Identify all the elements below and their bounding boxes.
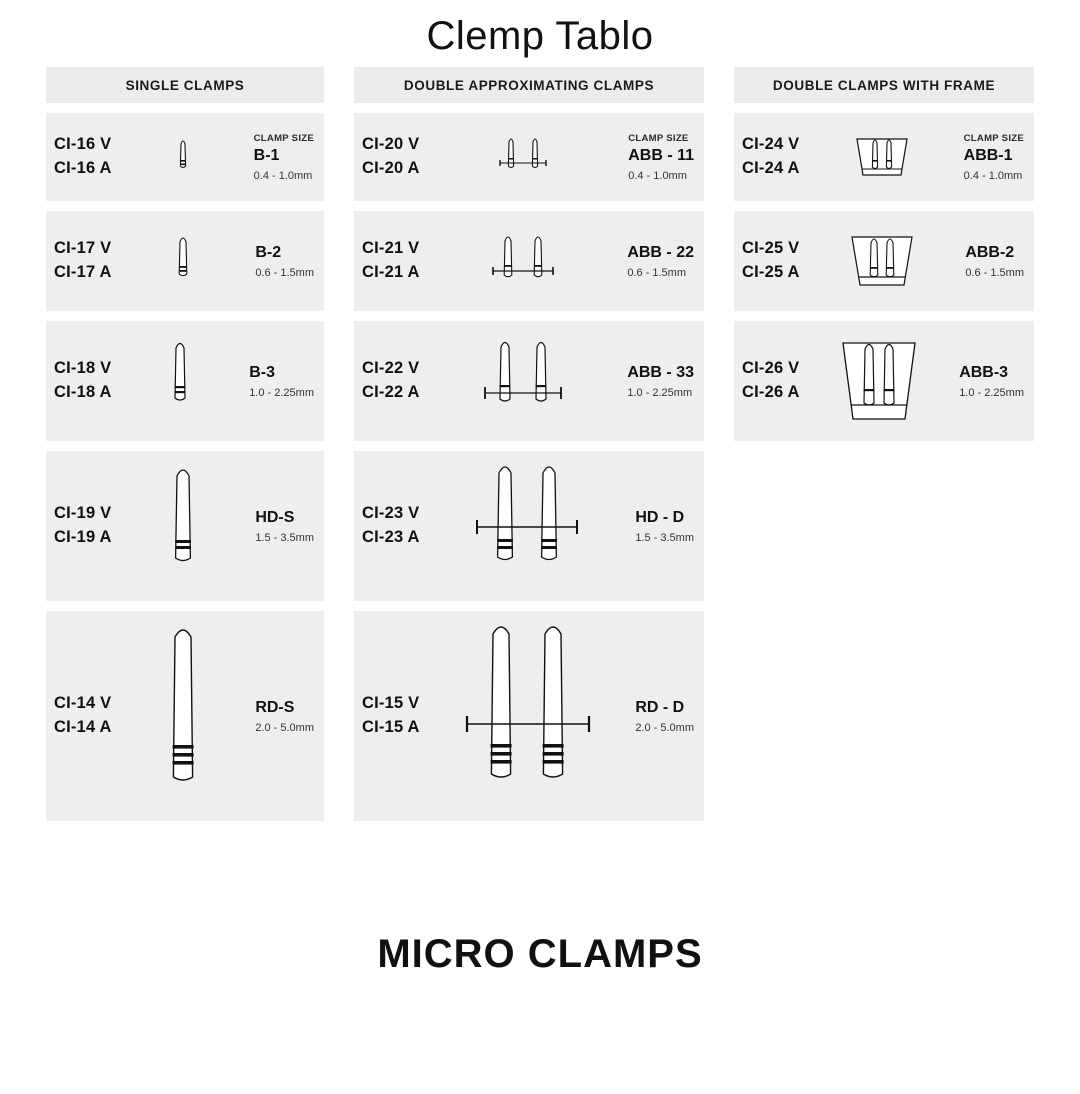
clamp-code-v: CI-17 V xyxy=(54,239,112,258)
clamp-size-block xyxy=(255,699,316,734)
clamp-code-a: CI-23 A xyxy=(362,528,420,546)
clamp-size-code: ABB - 33 xyxy=(627,363,694,381)
clamp-size-block xyxy=(628,133,696,182)
clamp-size-range: 1.5 - 3.5mm xyxy=(635,531,694,544)
clamp-row-ci14 xyxy=(46,611,324,821)
clamp-figure-frame-abb1 xyxy=(800,113,964,201)
clamp-size-caption: CLAMP SIZE xyxy=(628,132,689,144)
clamp-code-v: CI-20 V xyxy=(362,135,420,154)
clamp-code-v: CI-15 V xyxy=(362,694,420,713)
clamp-code-v: CI-25 V xyxy=(742,239,800,258)
clamp-size-code: ABB-3 xyxy=(959,363,1009,381)
clamp-size-code: ABB - 22 xyxy=(627,243,694,261)
clamp-size-range: 1.5 - 3.5mm xyxy=(255,531,314,544)
clamp-codes xyxy=(54,692,112,740)
clamp-size-block xyxy=(249,364,316,399)
clamp-size-code: HD - D xyxy=(635,508,685,526)
clamp-code-a: CI-20 A xyxy=(362,159,420,177)
clamp-figure-frame-abb3 xyxy=(800,321,960,441)
clamp-size-block xyxy=(959,364,1026,399)
clamp-code-v: CI-16 V xyxy=(54,135,112,154)
clamp-code-v: CI-26 V xyxy=(742,359,800,378)
clamp-row-ci24 xyxy=(734,113,1034,201)
clamp-code-a: CI-25 A xyxy=(742,263,800,281)
clamp-size-block xyxy=(627,364,696,399)
clamp-size-caption: CLAMP SIZE xyxy=(963,132,1024,144)
clamp-size-range: 0.4 - 1.0mm xyxy=(253,169,313,182)
clamp-code-a: CI-17 A xyxy=(54,263,112,281)
clamp-size-range: 1.0 - 2.25mm xyxy=(249,386,314,399)
clamp-size-range: 0.6 - 1.5mm xyxy=(627,266,686,279)
clamp-codes xyxy=(54,357,112,405)
clamp-size-range: 2.0 - 5.0mm xyxy=(255,721,314,734)
column-single-clamps xyxy=(46,67,324,831)
clamp-code-a: CI-14 A xyxy=(54,718,112,736)
clamp-figure-double-abb33 xyxy=(420,321,628,441)
clamp-codes xyxy=(54,502,112,550)
clamp-size-code: RD-S xyxy=(255,698,295,716)
clamp-codes xyxy=(742,357,800,405)
clamp-size-code: B-1 xyxy=(253,146,280,164)
clamp-size-range: 1.0 - 2.25mm xyxy=(959,386,1024,399)
clamp-size-block xyxy=(627,244,696,279)
clamp-size-caption: CLAMP SIZE xyxy=(253,132,314,144)
clamp-size-block xyxy=(255,244,316,279)
clamp-size-range: 0.6 - 1.5mm xyxy=(255,266,314,279)
clamp-row-ci19 xyxy=(46,451,324,601)
clamp-size-code: ABB - 11 xyxy=(628,146,694,164)
clamp-code-v: CI-21 V xyxy=(362,239,420,258)
clamp-figure-single-b3 xyxy=(112,321,250,441)
clamp-codes xyxy=(54,237,112,285)
clamp-code-a: CI-22 A xyxy=(362,383,420,401)
clamp-size-range: 2.0 - 5.0mm xyxy=(635,721,694,734)
clamp-size-block xyxy=(964,133,1026,182)
column-header-double-clamps-with-frame: DOUBLE CLAMPS WITH FRAME xyxy=(734,67,1034,103)
clamp-size-code: HD-S xyxy=(255,508,295,526)
clamp-code-a: CI-26 A xyxy=(742,383,800,401)
clamp-size-range: 0.4 - 1.0mm xyxy=(963,169,1023,182)
clamp-row-ci16 xyxy=(46,113,324,201)
clamp-figure-double-hdd xyxy=(420,451,636,601)
clamp-code-v: CI-14 V xyxy=(54,694,112,713)
clamp-row-ci21 xyxy=(354,211,704,311)
clamp-size-range: 1.0 - 2.25mm xyxy=(627,386,693,399)
clamp-row-ci20 xyxy=(354,113,704,201)
clamp-code-a: CI-21 A xyxy=(362,263,420,281)
clamp-size-block xyxy=(635,699,696,734)
clamp-figure-single-b1 xyxy=(112,113,254,201)
clamp-row-ci17 xyxy=(46,211,324,311)
clamp-figure-double-rdd xyxy=(420,611,636,821)
clamp-codes xyxy=(54,133,112,181)
column-double-clamps-with-frame xyxy=(734,67,1034,451)
clamp-size-code: ABB-2 xyxy=(965,243,1015,261)
clamp-codes xyxy=(362,237,420,285)
column-header-single-clamps: SINGLE CLAMPS xyxy=(46,67,324,103)
clamp-figure-frame-abb2 xyxy=(800,211,966,311)
clamp-size-code: ABB-1 xyxy=(963,146,1013,164)
clamp-figure-single-rds xyxy=(112,611,256,821)
clamp-figure-single-hds xyxy=(112,451,256,601)
clamp-size-code: RD - D xyxy=(635,698,685,716)
clamp-table xyxy=(0,67,1080,831)
clamp-code-a: CI-16 A xyxy=(54,159,112,177)
clamp-size-block xyxy=(255,509,316,544)
clamp-size-block xyxy=(965,244,1026,279)
clamp-code-v: CI-18 V xyxy=(54,359,112,378)
column-header-double-approximating-clamps: DOUBLE APPROXIMATING CLAMPS xyxy=(354,67,704,103)
clamp-figure-single-b2 xyxy=(112,211,256,311)
clamp-row-ci25 xyxy=(734,211,1034,311)
footer-title: MICRO CLAMPS xyxy=(377,932,703,976)
clamp-row-ci15 xyxy=(354,611,704,821)
clamp-figure-double-abb22 xyxy=(420,211,628,311)
clamp-size-block xyxy=(254,133,316,182)
page-title: Clemp Tablo xyxy=(426,14,654,58)
clamp-row-ci23 xyxy=(354,451,704,601)
clamp-row-ci22 xyxy=(354,321,704,441)
clamp-size-range: 0.4 - 1.0mm xyxy=(628,169,687,182)
clamp-figure-double-abb11 xyxy=(420,113,629,201)
clamp-code-a: CI-18 A xyxy=(54,383,112,401)
clamp-size-code: B-3 xyxy=(249,363,275,381)
clamp-code-a: CI-24 A xyxy=(742,159,800,177)
clamp-size-code: B-2 xyxy=(255,243,282,261)
clamp-code-a: CI-15 A xyxy=(362,718,420,736)
column-double-approximating-clamps xyxy=(354,67,704,831)
clamp-code-a: CI-19 A xyxy=(54,528,112,546)
clamp-size-range: 0.6 - 1.5mm xyxy=(965,266,1024,279)
clamp-row-ci26 xyxy=(734,321,1034,441)
clamp-codes xyxy=(742,237,800,285)
clamp-row-ci18 xyxy=(46,321,324,441)
clamp-code-v: CI-19 V xyxy=(54,504,112,523)
clamp-codes xyxy=(362,692,420,740)
clamp-codes xyxy=(362,502,420,550)
clamp-codes xyxy=(742,133,800,181)
clamp-codes xyxy=(362,133,420,181)
clamp-codes xyxy=(362,357,420,405)
clamp-code-v: CI-24 V xyxy=(742,135,800,154)
clamp-code-v: CI-23 V xyxy=(362,504,420,523)
clamp-size-block xyxy=(635,509,696,544)
clamp-code-v: CI-22 V xyxy=(362,359,420,378)
